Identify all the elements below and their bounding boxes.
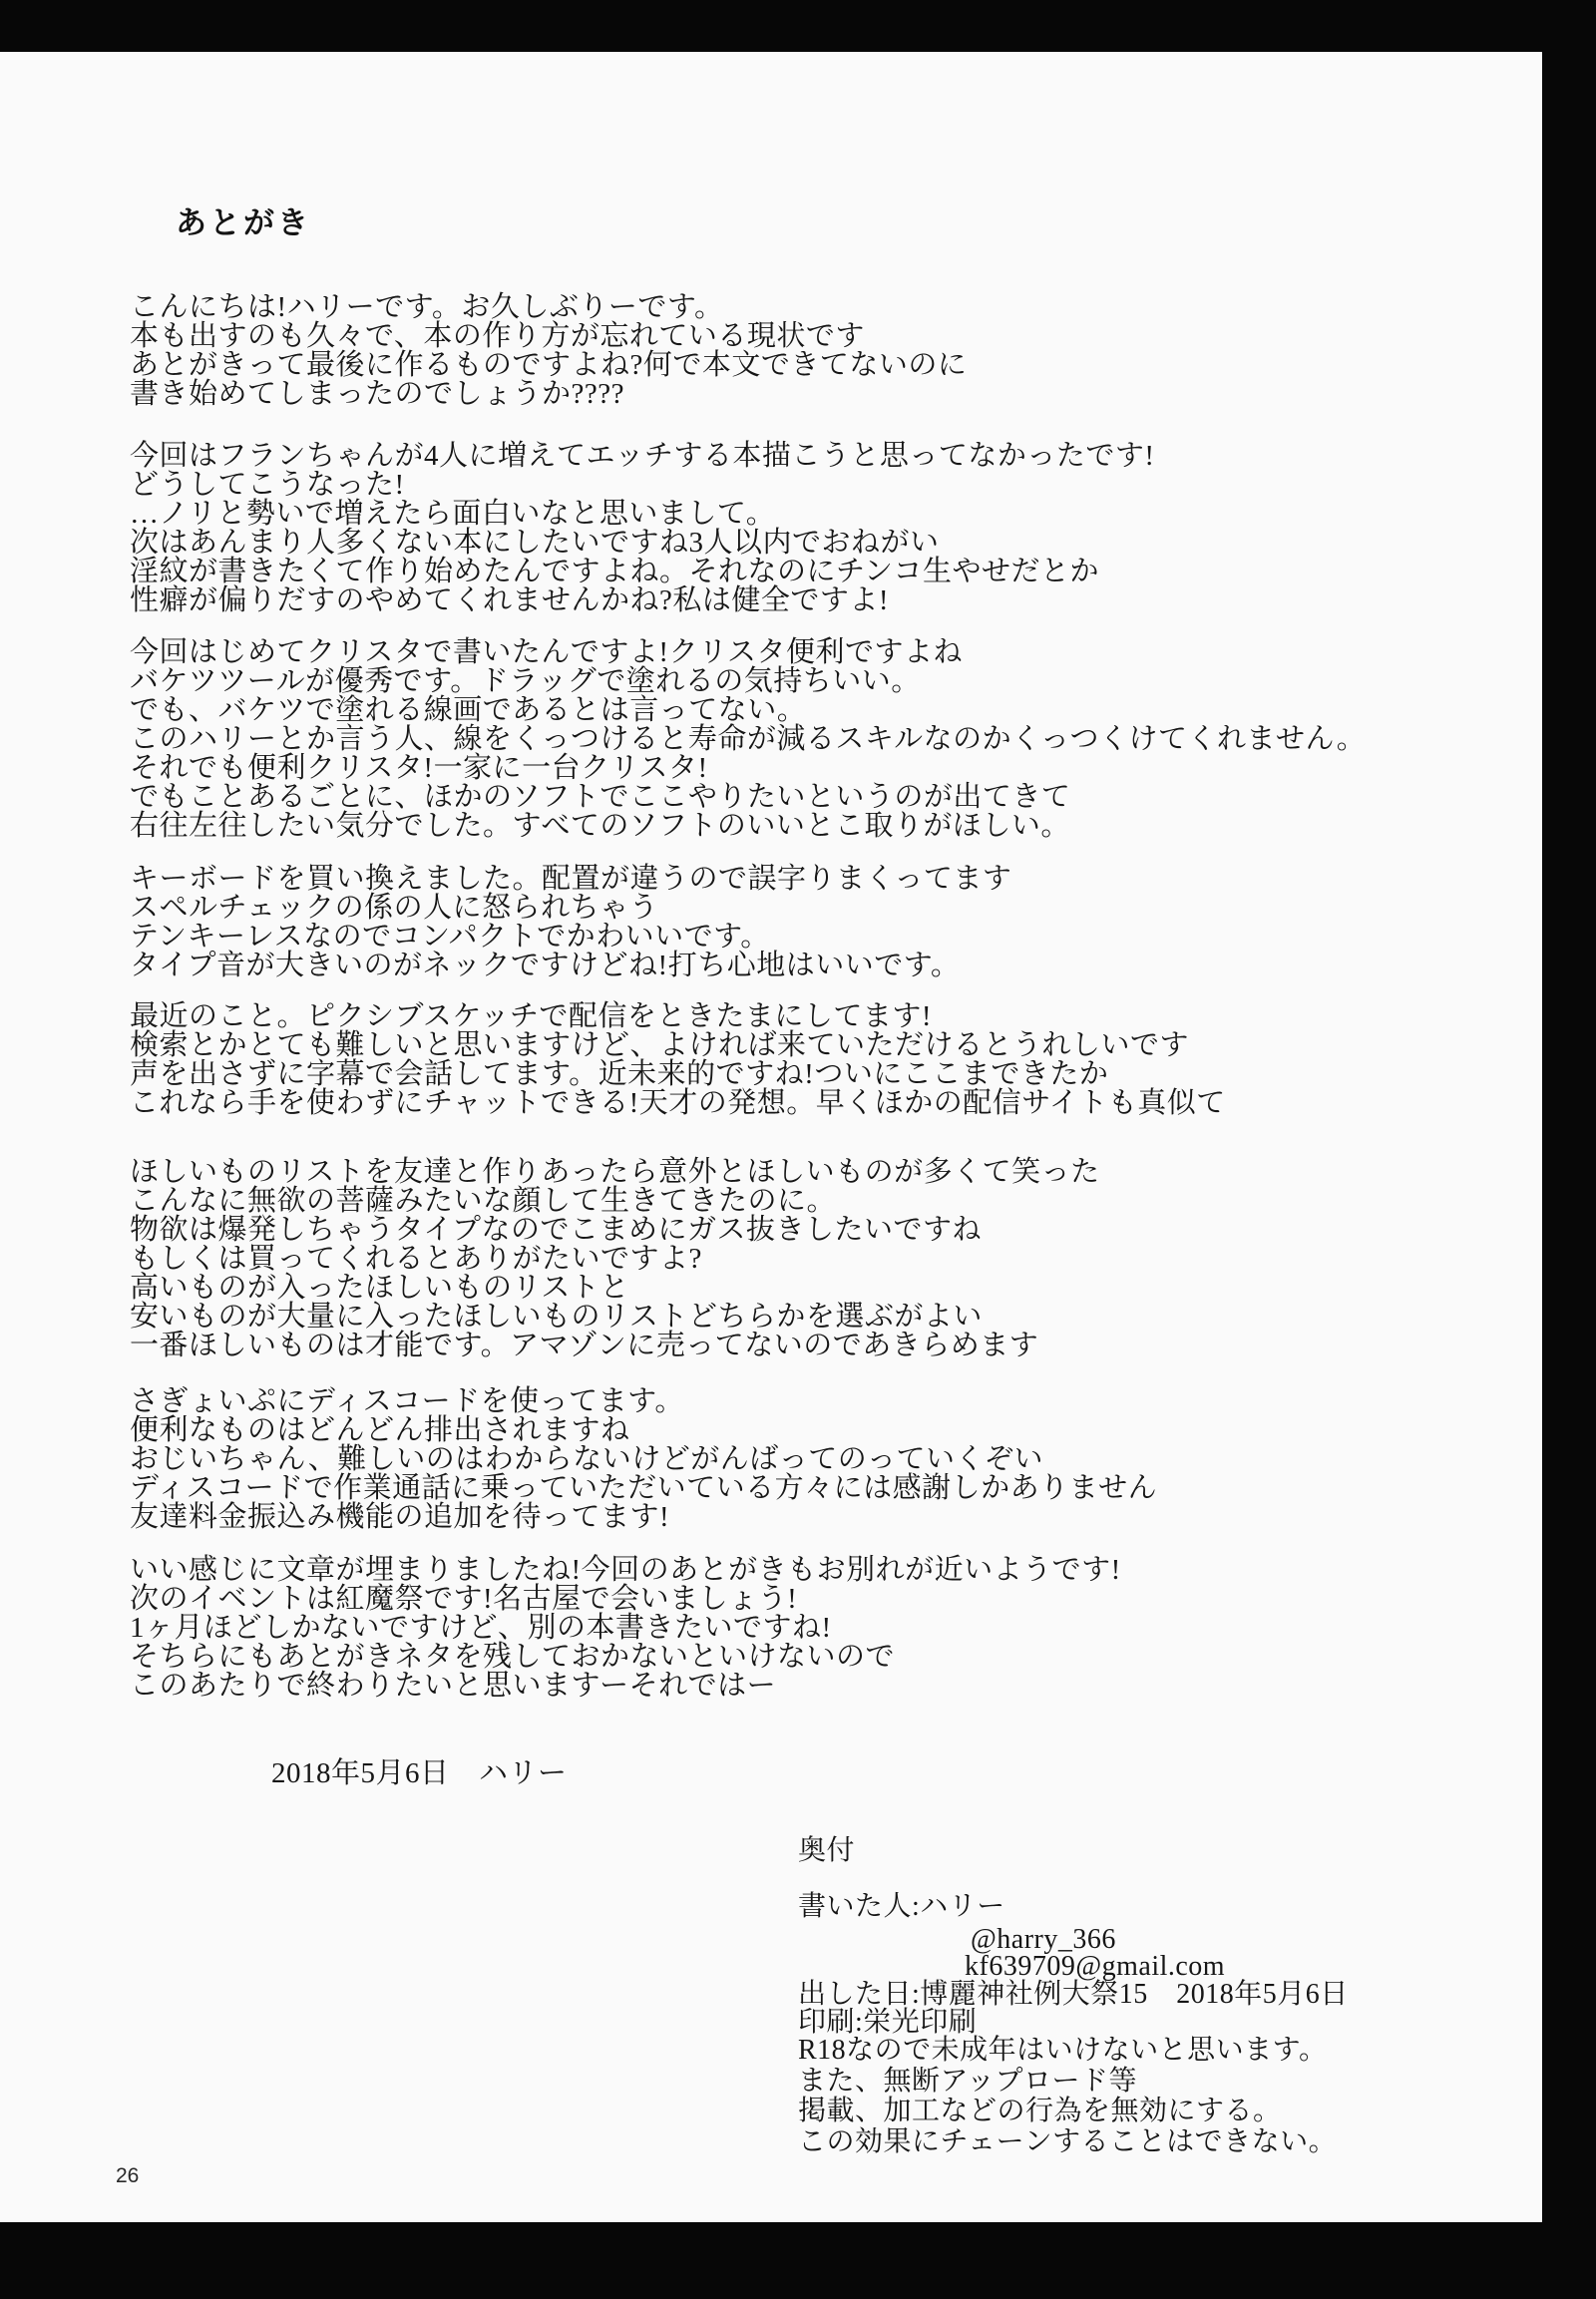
text-line: …ノリと勢いで増えたら面白いなと思いまして。	[130, 498, 776, 530]
scan-border-top	[0, 0, 1596, 52]
text-line: ディスコードで作業通話に乗っていただいている方々には感謝しかありません	[130, 1472, 1158, 1504]
page-number: 26	[116, 2164, 140, 2187]
scanned-page	[0, 52, 1542, 2222]
text-line: そちらにもあとがきネタを残しておかないといけないので	[130, 1641, 896, 1673]
colophon-notice-line-1: また、無断アップロード等	[798, 2066, 1138, 2097]
text-line: テンキーレスなのでコンパクトでかわいいです。	[130, 921, 770, 953]
text-line: スペルチェックの係の人に怒られちゃう	[130, 892, 659, 924]
text-line: 性癖が偏りだすのやめてくれませんかね?私は健全ですよ!	[130, 584, 890, 616]
text-line: 一番ほしいものは才能です。アマゾンに売ってないのであきらめます	[130, 1330, 1039, 1361]
text-line: 友達料金振込み機能の追加を待ってます!	[130, 1501, 670, 1533]
text-line: 今回はじめてクリスタで書いたんですよ!クリスタ便利ですよね	[130, 636, 963, 668]
colophon-notice-line-2: 掲載、加工などの行為を無効にする。	[798, 2096, 1282, 2126]
colophon-r18-notice: R18なので未成年はいけないと思います。	[798, 2035, 1328, 2066]
afterword-paragraph-4	[130, 865, 1011, 980]
text-line: これなら手を使わずにチャットできる!天才の発想。早くほかの配信サイトも真似て	[130, 1087, 1226, 1119]
text-line: 右往左往したい気分でした。すべてのソフトのいいとこ取りがほしい。	[130, 810, 1070, 842]
text-line: 本も出すのも久々で、本の作り方が忘れている現状です	[130, 320, 865, 352]
text-line: 書き始めてしまったのでしょうか????	[130, 378, 624, 410]
text-line: おじいちゃん、難しいのはわからないけどがんばってのっていくぞい	[130, 1443, 1043, 1475]
text-line: このあたりで終わりたいと思いますーそれではー	[130, 1670, 777, 1702]
text-line: バケツツールが優秀です。ドラッグで塗れるの気持ちいい。	[130, 665, 921, 697]
afterword-paragraph-1	[130, 293, 967, 409]
afterword-paragraph-3	[130, 638, 1366, 841]
afterword-paragraph-8	[130, 1556, 1121, 1701]
text-line: キーボードを買い換えました。配置が違うので誤字りまくってます	[130, 863, 1012, 895]
text-line: 最近のこと。ピクシブスケッチで配信をときたまにしてます!	[130, 1000, 933, 1032]
text-line: それでも便利クリスタ!一家に一台クリスタ!	[130, 752, 708, 784]
colophon-heading: 奥付	[798, 1835, 856, 1866]
text-line: 安いものが大量に入ったほしいものリストどちらかを選ぶがよい	[130, 1301, 983, 1333]
text-line: 物欲は爆発しちゃうタイプなのでこまめにガス抜きしたいですね	[130, 1214, 983, 1246]
text-line: あとがきって最後に作るものですよね?何で本文できてないのに	[130, 349, 968, 381]
afterword-paragraph-7	[130, 1387, 1157, 1532]
text-line: いい感じに文章が埋まりましたね!今回のあとがきもお別れが近いようです!	[130, 1554, 1121, 1586]
afterword-paragraph-5	[130, 1002, 1226, 1118]
afterword-title: あとがき	[176, 205, 311, 240]
text-line: 声を出さずに字幕で会話してます。近未来的ですね!ついにここまできたか	[130, 1058, 1109, 1090]
text-line: 便利なものはどんどん排出されますね	[130, 1414, 630, 1446]
text-line: 淫紋が書きたくて作り始めたんですよね。それなのにチンコ生やせだとか	[130, 556, 1100, 587]
colophon-twitter-handle: @harry_366	[971, 1924, 1116, 1955]
afterword-paragraph-2	[130, 442, 1155, 615]
text-line: でも、バケツで塗れる線画であるとは言ってない。	[130, 694, 807, 726]
date-signature: 2018年5月6日 ハリー	[271, 1757, 568, 1789]
text-line: 次のイベントは紅魔祭です!名古屋で会いましょう!	[130, 1583, 798, 1615]
text-line: もしくは買ってくれるとありがたいですよ?	[130, 1243, 702, 1275]
colophon-email: kf639709@gmail.com	[965, 1951, 1226, 1982]
text-line: さぎょいぷにディスコードを使ってます。	[130, 1385, 684, 1417]
colophon-published-line: 出した日:博麗神社例大祭15 2018年5月6日	[798, 1979, 1349, 2010]
scan-border-right	[1542, 0, 1596, 2299]
colophon-author-line: 書いた人:ハリー	[798, 1891, 1005, 1922]
text-line: 今回はフランちゃんが4人に増えてエッチする本描こうと思ってなかったです!	[130, 440, 1155, 472]
text-line: このハリーとか言う人、線をくっつけると寿命が減るスキルなのかくっつくけてくれません。	[130, 723, 1367, 755]
text-line: どうしてこうなった!	[130, 469, 405, 501]
scan-border-bottom	[0, 2222, 1596, 2299]
afterword-paragraph-6	[130, 1158, 1100, 1360]
text-line: 検索とかとても難しいと思いますけど、よければ来ていただけるとうれしいです	[130, 1029, 1190, 1061]
text-line: こんなに無欲の菩薩みたいな顔して生きてきたのに。	[130, 1185, 837, 1217]
text-line: 高いものが入ったほしいものリストと	[130, 1272, 629, 1304]
text-line: ほしいものリストを友達と作りあったら意外とほしいものが多くて笑った	[130, 1156, 1100, 1188]
text-line: こんにちは!ハリーです。お久しぶりーです。	[130, 291, 724, 323]
text-line: 次はあんまり人多くない本にしたいですね3人以内でおねがい	[130, 527, 940, 559]
text-line: 1ヶ月ほどしかないですけど、別の本書きたいですね!	[130, 1612, 832, 1644]
text-line: タイプ音が大きいのがネックですけどね!打ち心地はいいです。	[130, 950, 961, 981]
colophon-notice-line-3: この効果にチェーンすることはできない。	[798, 2126, 1338, 2157]
text-line: でもことあるごとに、ほかのソフトでここやりたいというのが出てきて	[130, 781, 1071, 813]
colophon-printer-line: 印刷:栄光印刷	[798, 2007, 978, 2038]
